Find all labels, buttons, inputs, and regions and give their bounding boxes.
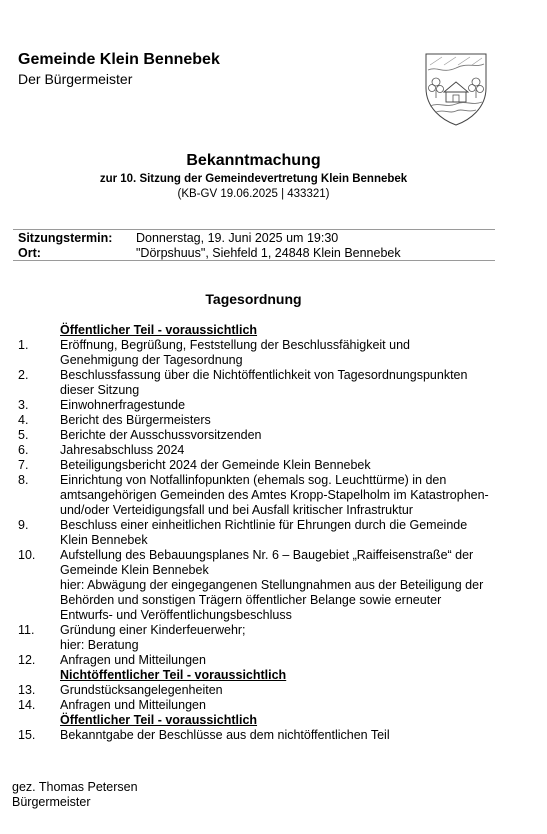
agenda-item-line: hier: Beratung — [60, 638, 139, 652]
agenda-item-line: Jahresabschluss 2024 — [60, 443, 185, 457]
agenda-item-number: 10. — [18, 548, 36, 562]
agenda-item-text — [60, 473, 508, 518]
agenda-item — [18, 473, 508, 518]
agenda-item-number: 12. — [18, 653, 36, 667]
agenda-item-line: Einrichtung von Notfallinfopunkten (ehemals sog. Leuchttürme) in den — [60, 473, 447, 487]
agenda-item — [18, 428, 508, 443]
agenda-item-line: Beschlussfassung über die Nichtöffentlichkeit von Tagesordnungspunkten — [60, 368, 468, 382]
agenda-item-number: 5. — [18, 428, 29, 442]
agenda-item-text — [60, 413, 508, 428]
agenda-item-line: Bericht des Bürgermeisters — [60, 413, 211, 427]
agenda-item-line: Berichte der Ausschussvorsitzenden — [60, 428, 262, 442]
meeting-date-label: Sitzungstermin: — [18, 231, 113, 245]
agenda-item — [18, 443, 508, 458]
agenda-item — [18, 458, 508, 473]
agenda-item — [18, 398, 508, 413]
meeting-date-value: Donnerstag, 19. Juni 2025 um 19:30 — [136, 231, 339, 245]
agenda-section-heading: Öffentlicher Teil - voraussichtlich — [60, 323, 258, 337]
agenda-section-heading: Nichtöffentlicher Teil - voraussichtlich — [60, 668, 287, 682]
agenda-list — [18, 323, 508, 743]
agenda-item-text — [60, 698, 508, 713]
agenda-item-line: Behörden und sonstigen Trägern öffentlicher Belange sowie erneuter — [60, 593, 442, 607]
agenda-item-text — [60, 368, 508, 398]
agenda-item-text — [60, 428, 508, 443]
agenda-item — [18, 623, 508, 653]
agenda-item-number: 4. — [18, 413, 29, 427]
agenda-item-line: Grundstücksangelegenheiten — [60, 683, 223, 697]
agenda-item — [18, 653, 508, 668]
agenda-item-number: 15. — [18, 728, 36, 742]
agenda-item-text — [60, 548, 508, 623]
agenda-item-line: Anfragen und Mitteilungen — [60, 698, 206, 712]
agenda-item — [18, 548, 508, 623]
meeting-place-value: "Dörpshuus", Siehfeld 1, 24848 Klein Bennebek — [136, 246, 401, 260]
agenda-item — [18, 728, 508, 743]
agenda-item-line: Entwurfs- und Veröffentlichungsbeschluss — [60, 608, 292, 622]
agenda-item-line: Aufstellung des Bebauungsplanes Nr. 6 – Baugebiet „Raiffeisenstraße“ der — [60, 548, 474, 562]
divider-top — [13, 229, 495, 230]
agenda-item-text — [60, 458, 508, 473]
agenda-item-text — [60, 653, 508, 668]
agenda-item — [18, 338, 508, 368]
signatory-role: Bürgermeister — [12, 795, 91, 809]
agenda-item-number: 13. — [18, 683, 36, 697]
agenda-section-heading: Öffentlicher Teil - voraussichtlich — [60, 713, 258, 727]
agenda-item-text — [60, 398, 508, 413]
notice-reference: (KB-GV 19.06.2025 | 433321) — [177, 188, 330, 200]
agenda-item-line: hier: Abwägung der eingegangenen Stellungnahmen aus der Beteiligung der — [60, 578, 484, 592]
agenda-item-number: 2. — [18, 368, 29, 382]
agenda-item — [18, 698, 508, 713]
agenda-item-text — [60, 623, 508, 653]
agenda-item-number: 6. — [18, 443, 29, 457]
meeting-place-label: Ort: — [18, 246, 41, 260]
agenda-item-line: Beteiligungsbericht 2024 der Gemeinde Klein Bennebek — [60, 458, 371, 472]
agenda-item-text — [60, 338, 508, 368]
agenda-item-number: 7. — [18, 458, 29, 472]
agenda-item-number: 8. — [18, 473, 29, 487]
agenda-item-number: 14. — [18, 698, 36, 712]
agenda-item-line: und/oder Verteidigungsfall und bei Ausfall kritischer Infrastruktur — [60, 503, 413, 517]
agenda-item-line: dieser Sitzung — [60, 383, 140, 397]
agenda-heading: Tagesordnung — [205, 291, 302, 307]
agenda-item-text — [60, 683, 508, 698]
agenda-item-number: 11. — [18, 623, 35, 637]
agenda-item-text — [60, 518, 508, 548]
agenda-item-text — [60, 443, 508, 458]
agenda-item — [18, 683, 508, 698]
agenda-item-line: Gemeinde Klein Bennebek — [60, 563, 209, 577]
coat-of-arms-icon — [422, 48, 490, 126]
agenda-item-number: 1. — [18, 338, 29, 352]
agenda-item-line: Einwohnerfragestunde — [60, 398, 186, 412]
agenda-item-line: Beschluss einer einheitlichen Richtlinie für Ehrungen durch die Gemeinde — [60, 518, 468, 532]
agenda-item-line: Eröffnung, Begrüßung, Feststellung der Beschlussfähigkeit und — [60, 338, 410, 352]
notice-title: Bekanntmachung — [186, 152, 321, 169]
agenda-item-line: Anfragen und Mitteilungen — [60, 653, 206, 667]
municipality-name: Gemeinde Klein Bennebek — [18, 51, 220, 68]
agenda-item-line: Gründung einer Kinderfeuerwehr; — [60, 623, 246, 637]
agenda-item — [18, 368, 508, 398]
agenda-item-number: 9. — [18, 518, 29, 532]
agenda-item — [18, 413, 508, 428]
divider-bottom — [13, 260, 495, 261]
agenda-item-line: amtsangehörigen Gemeinden des Amtes Kropp-Stapelholm im Katastrophen- — [60, 488, 489, 502]
notice-subtitle: zur 10. Sitzung der Gemeindevertretung Klein Bennebek — [99, 173, 408, 185]
agenda-item — [18, 518, 508, 548]
issuer-title: Der Bürgermeister — [18, 71, 133, 87]
agenda-item-line: Bekanntgabe der Beschlüsse aus dem nichtöffentlichen Teil — [60, 728, 390, 742]
agenda-item-text — [60, 728, 508, 743]
agenda-item-line: Genehmigung der Tagesordnung — [60, 353, 243, 367]
agenda-item-line: Klein Bennebek — [60, 533, 148, 547]
agenda-item-number: 3. — [18, 398, 29, 412]
signatory-name: gez. Thomas Petersen — [12, 780, 138, 794]
